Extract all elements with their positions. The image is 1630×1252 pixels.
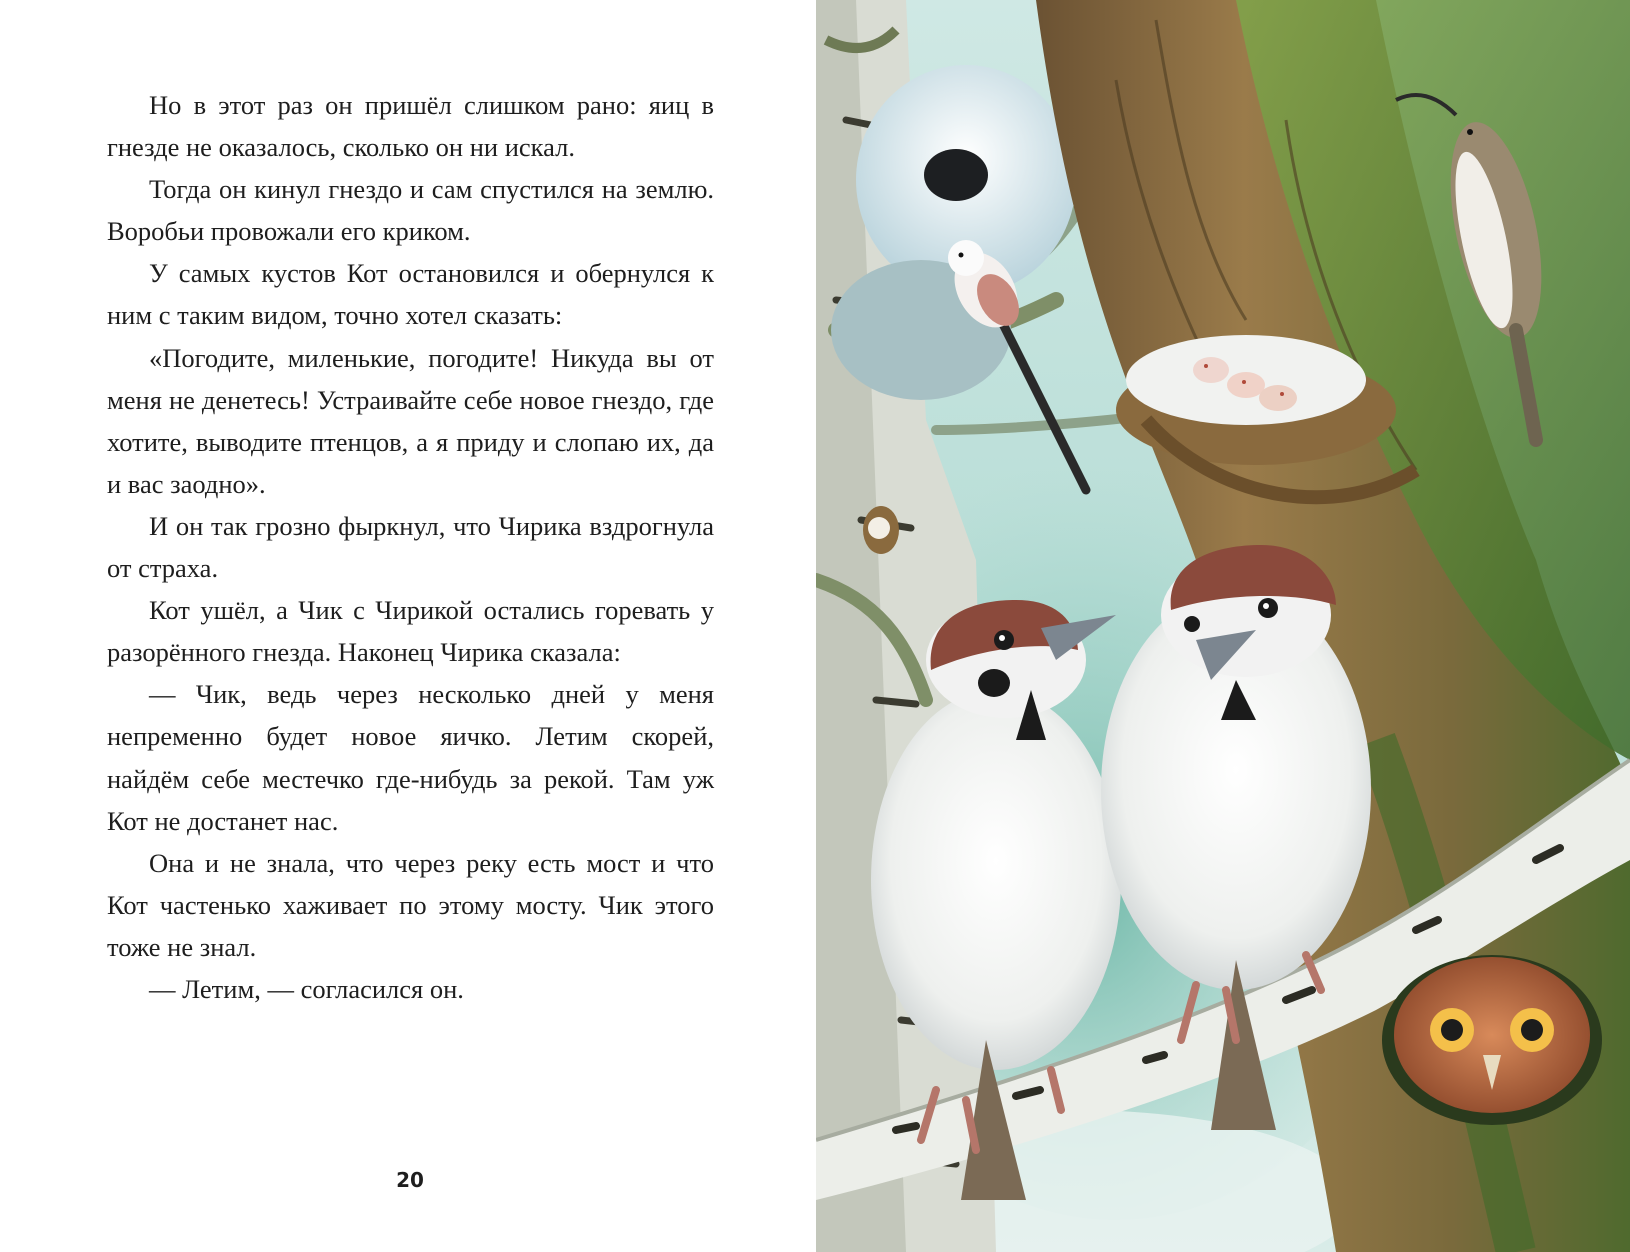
paragraph: — Летим, — согласился он. <box>149 973 464 1004</box>
small-bird-in-trunk <box>863 506 899 554</box>
page-number: 20 <box>396 1168 424 1192</box>
illustration <box>816 0 1630 1252</box>
paragraph: Но в этот раз он пришёл слишком рано: яиц в гнезде не оказалось, сколько он ни искал. <box>107 90 714 163</box>
paragraph: — Чик, ведь через несколько дней у меня непременно будет новое яичко. Летим скорей, найдём себе местечко где-нибудь за рекой. Там уж Кот не достанет нас. <box>107 679 714 836</box>
paragraph: Она и не знала, что через реку есть мост и что Кот частенько хаживает по этому мосту. Чик этого тоже не знал. <box>107 847 714 962</box>
illustration-page <box>816 0 1630 1252</box>
owl <box>1382 955 1602 1125</box>
paragraph: Тогда он кинул гнездо и сам спустился на землю. Воробьи провожали его криком. <box>107 174 714 247</box>
egg <box>1259 385 1297 411</box>
egg <box>1193 357 1229 383</box>
paragraph: «Погодите, миленькие, погодите! Никуда вы от меня не денетесь! Устраивайте себе новое гнездо, где хотите, выводите птенцов, а я приду и слопаю их, да и вас заодно». <box>107 342 714 499</box>
paragraph: У самых кустов Кот остановился и обернулся к ним с таким видом, точно хотел сказать: <box>107 258 714 331</box>
egg <box>1227 372 1265 398</box>
paragraph: Кот ушёл, а Чик с Чирикой остались горевать у разорённого гнезда. Наконец Чирика сказала: <box>107 595 714 668</box>
story-text <box>107 84 714 1010</box>
paragraph: И он так грозно фыркнул, что Чирика вздрогнула от страха. <box>107 510 714 584</box>
